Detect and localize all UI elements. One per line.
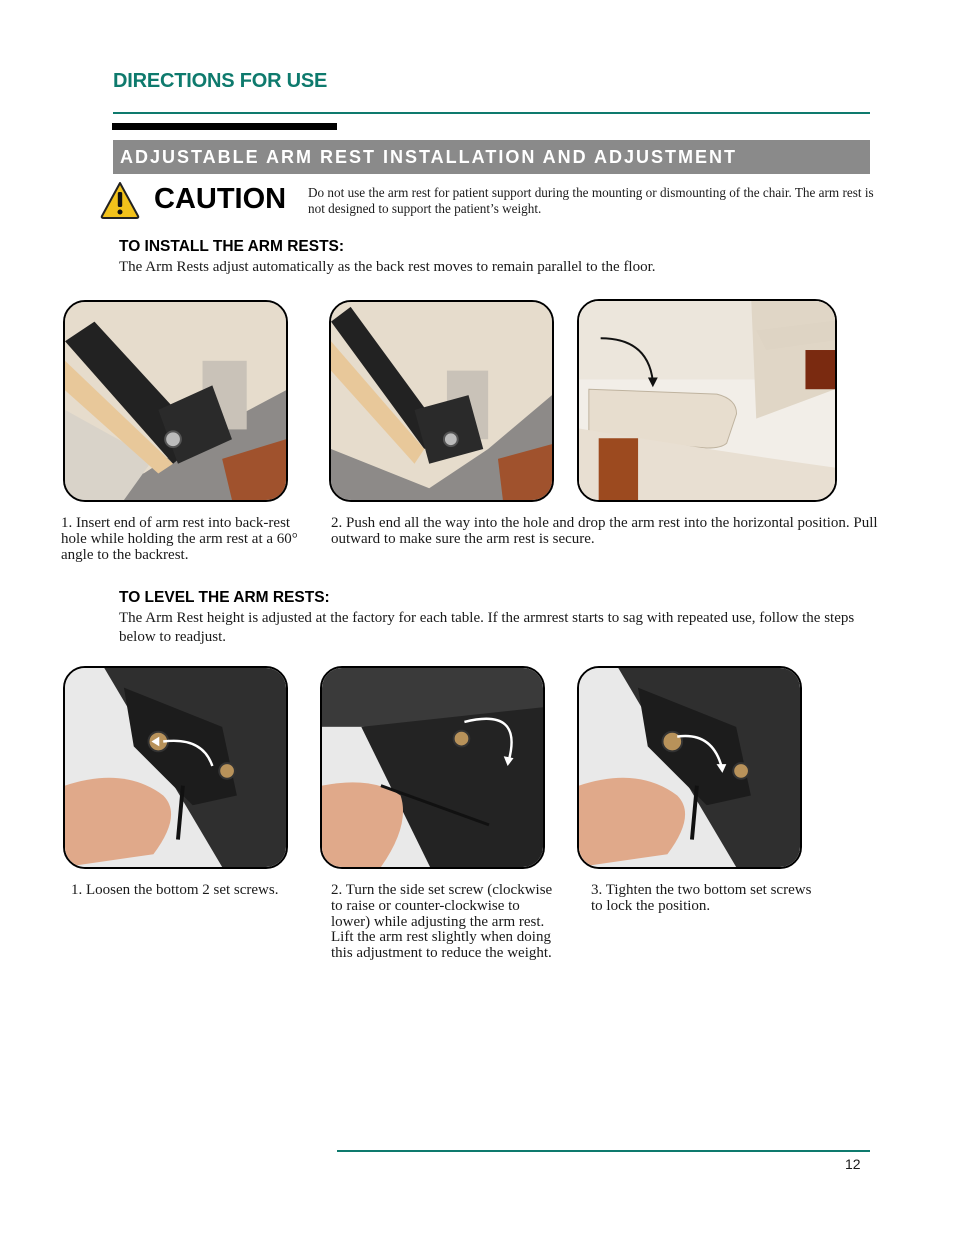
caution-label: CAUTION xyxy=(154,183,287,215)
photo-tighten-screws xyxy=(577,666,802,869)
install-caption-1: 1. Insert end of arm rest into back-rest hole while holding the arm rest at a 60° angle to the backrest. xyxy=(61,515,298,563)
header-rule xyxy=(113,112,870,114)
photo-turn-side-screw xyxy=(320,666,545,869)
install-heading: TO INSTALL THE ARM RESTS: xyxy=(119,238,345,255)
photo-drop-arm-rest xyxy=(329,300,554,502)
level-caption-1: 1. Loosen the bottom 2 set screws. xyxy=(71,882,279,898)
level-heading: TO LEVEL THE ARM RESTS: xyxy=(119,589,330,606)
caution-text: Do not use the arm rest for patient support during the mounting or dismounting of the chair. The arm rest is not designed to support the patient’s weight. xyxy=(308,185,874,216)
page-number: 12 xyxy=(845,1156,861,1172)
photo-loosen-screws xyxy=(63,666,288,869)
page-header-title: DIRECTIONS FOR USE xyxy=(113,70,328,92)
level-caption-2: 2. Turn the side set screw (clockwise to raise or counter-clockwise to lower) while adjusting the arm rest. Lift the arm rest slightly when doing this adjustment to reduce the weight. xyxy=(331,882,553,962)
install-caption-2: 2. Push end all the way into the hole and drop the arm rest into the horizontal position. Pull outward to make sure the arm rest is secure. xyxy=(331,515,878,547)
install-intro: The Arm Rests adjust automatically as the back rest moves to remain parallel to the floor. xyxy=(119,259,656,275)
header-accent-bar xyxy=(112,123,337,130)
warning-triangle-icon xyxy=(100,181,140,219)
photo-insert-arm-rest xyxy=(63,300,288,502)
photo-arm-rest-horizontal xyxy=(577,299,837,502)
section-title-bar: ADJUSTABLE ARM REST INSTALLATION AND ADJUSTMENT xyxy=(113,140,870,174)
footer-rule xyxy=(337,1150,870,1152)
level-caption-3: 3. Tighten the two bottom set screws to lock the position. xyxy=(591,882,812,914)
level-intro: The Arm Rest height is adjusted at the factory for each table. If the armrest starts to sag with repeated use, follow the steps below to readjust. xyxy=(119,610,855,645)
